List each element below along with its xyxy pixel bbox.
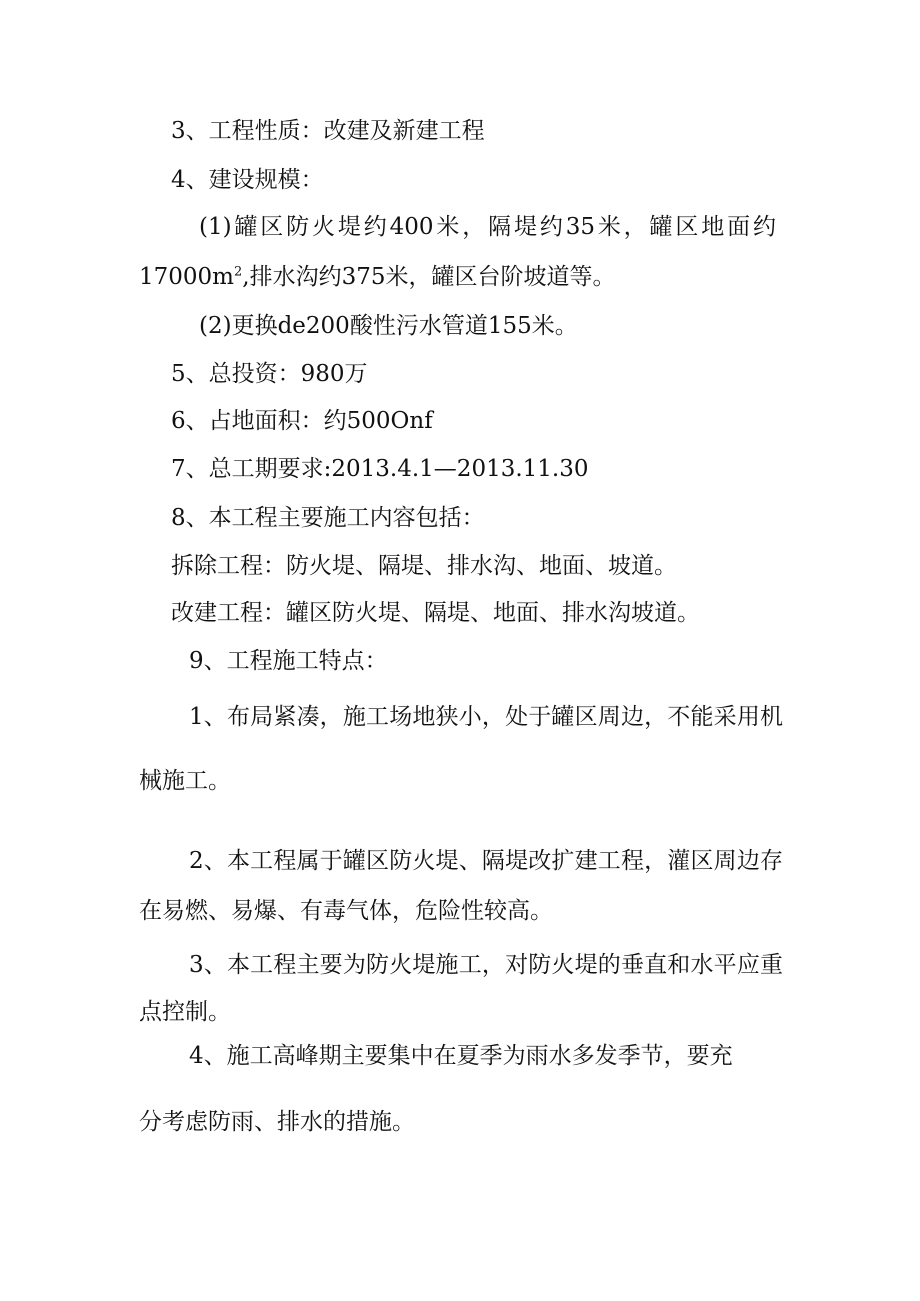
feature-1-line-2: 械施工。 [139,768,231,794]
feature-2-line-1: 2、本工程属于罐区防火堤、隔堤改扩建工程，灌区周边存 [189,848,783,874]
feature-3-line-1: 3、本工程主要为防火堤施工，对防火堤的垂直和水平应重 [189,952,783,978]
item-8-main-content: 8、本工程主要施工内容包括： [171,505,485,531]
item-9-construction-features: 9、工程施工特点： [189,648,388,674]
feature-1-line-1: 1、布局紧凑，施工场地狭小，处于罐区周边，不能采用机 [189,704,783,730]
item-7-schedule: 7、总工期要求:2013.4.1—2013.11.30 [171,456,589,482]
feature-3-line-2: 点控制。 [139,999,231,1025]
scale-item-1-line-2-rest: ,排水沟约375米，罐区台阶坡道等。 [242,264,616,290]
area-unit-superscript: 2 [233,264,243,280]
reconstruction-works: 改建工程：罐区防火堤、隔堤、地面、排水沟坡道。 [171,600,700,626]
item-4-construction-scale: 4、建设规模： [171,167,324,193]
scale-item-2: (2)更换de200酸性污水管道155米。 [199,313,578,339]
feature-4-line-1: 4、施工高峰期主要集中在夏季为雨水多发季节，要充 [189,1043,733,1069]
demolition-works: 拆除工程：防火堤、隔堤、排水沟、地面、坡道。 [171,553,677,579]
scale-item-1-line-2 [139,262,615,292]
feature-4-line-2: 分考虑防雨、排水的措施。 [139,1109,415,1135]
item-3-project-nature: 3、工程性质：改建及新建工程 [171,118,485,144]
area-value: 17000m [139,264,234,290]
item-6-land-area: 6、占地面积：约500Onf [171,408,433,434]
item-5-total-investment: 5、总投资：980万 [171,361,368,387]
scale-item-1-line-1: (1)罐区防火堤约400米，隔堤约35米，罐区地面约 [199,214,776,240]
feature-2-line-2: 在易燃、易爆、有毒气体，危险性较高。 [139,898,553,924]
